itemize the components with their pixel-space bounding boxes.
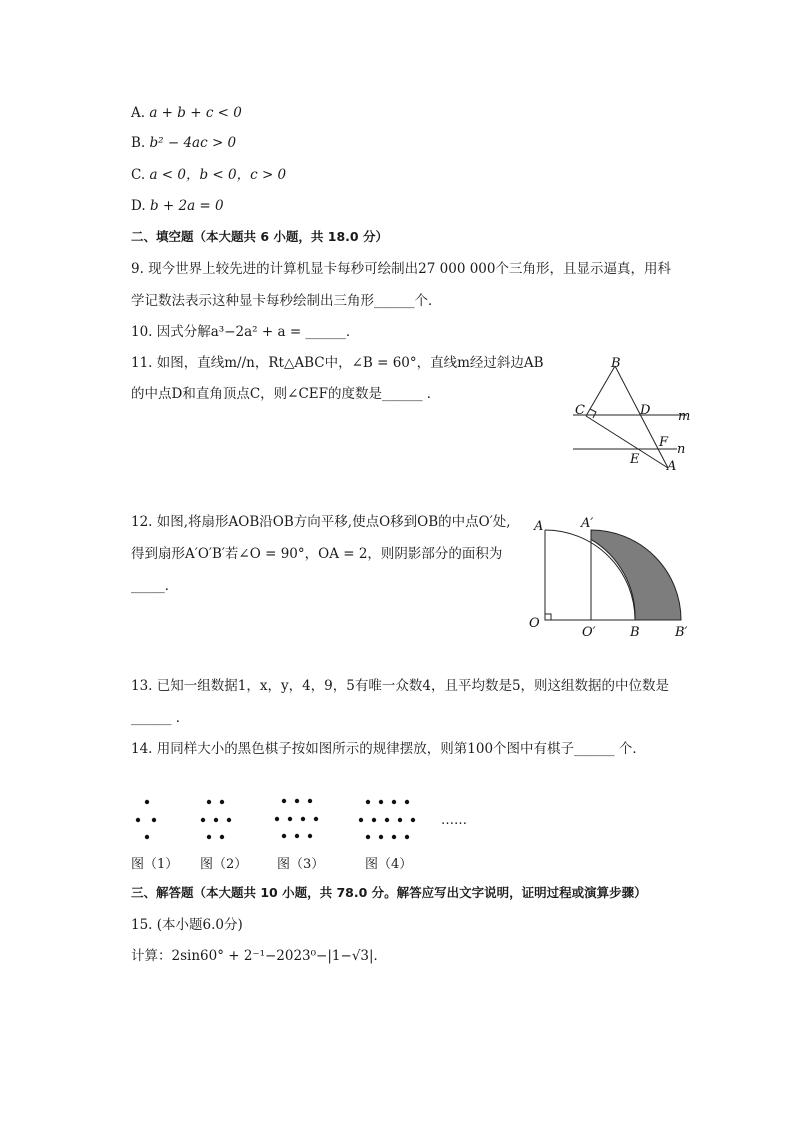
option-b-label: B. (131, 135, 146, 151)
stone (288, 817, 292, 821)
pattern-1 (136, 800, 156, 839)
stone (385, 818, 389, 822)
stone (201, 818, 205, 822)
stone (392, 835, 396, 839)
q11-line2: 的中点D和直角顶点C，则∠CEF的度数是______ ． (131, 386, 441, 402)
q12-line1: 12. 如图,将扇形AOB沿OB方向平移,使点O移到OB的中点O′处, (131, 514, 511, 530)
stone (405, 835, 409, 839)
stone (308, 799, 312, 803)
stone (145, 800, 149, 804)
stone (379, 835, 383, 839)
option-a (131, 104, 242, 122)
stone (398, 818, 402, 822)
shaded-region (591, 530, 681, 620)
stone (227, 818, 231, 822)
stone (220, 835, 224, 839)
q14-caption-3: 图（3） (277, 857, 325, 872)
stone (405, 800, 409, 804)
pattern-4 (359, 800, 415, 839)
label-a: A (667, 459, 677, 474)
stone (359, 818, 363, 822)
option-d-math: b + 2a = 0 (149, 198, 224, 214)
option-d-label: D. (131, 198, 146, 214)
label-b: B (611, 356, 621, 371)
q14-caption-2: 图（2） (200, 857, 248, 872)
right-angle-mark (590, 409, 596, 418)
right-angle-mark (545, 614, 551, 620)
section2-title: 二、填空题（本大题共 6 小题，共 18.0 分） (131, 229, 388, 244)
stone (282, 834, 286, 838)
q9-line1: 9. 现今世界上较先进的计算机显卡每秒可绘制出27 000 000个三角形，且显示逼真，用科 (131, 261, 671, 277)
label-e: E (630, 452, 640, 467)
option-b-math: b² − 4ac > 0 (149, 135, 237, 151)
stone (372, 818, 376, 822)
q10-text: 10. 因式分解a³−2a² + a = ______． (131, 324, 360, 340)
q14-ellipsis: …… (441, 813, 467, 828)
stone (392, 800, 396, 804)
option-a-math: a + b + c < 0 (149, 105, 242, 121)
label-a: A (534, 519, 544, 534)
label-n: n (677, 442, 686, 457)
option-c-label: C. (131, 167, 146, 183)
label-o-prime: O′ (582, 625, 596, 640)
stone (295, 799, 299, 803)
stone (411, 818, 415, 822)
q13-line1: 13. 已知一组数据1，x，y，4，9，5有唯一众数4，且平均数是5，则这组数据的中位数是 (131, 678, 670, 694)
q11-line1: 11. 如图，直线m//n，Rt△ABC中，∠B = 60°，直线m经过斜边AB (131, 355, 544, 371)
q14-caption-1: 图（1） (131, 857, 179, 872)
stone (207, 800, 211, 804)
q14-pattern-figure (125, 790, 455, 850)
stone (275, 817, 279, 821)
label-m: m (678, 409, 691, 424)
q11-figure (565, 352, 700, 480)
q14-caption-4: 图（4） (365, 857, 413, 872)
q12-line2: 得到扇形A′O′B′若∠O = 90°，OA = 2，则阴影部分的面积为 (131, 546, 503, 562)
label-a-prime: A′ (581, 516, 594, 531)
label-c: C (575, 403, 585, 418)
option-b (131, 134, 236, 152)
stone (366, 800, 370, 804)
option-a-label: A. (131, 105, 146, 121)
option-c-math: a < 0，b < 0，c > 0 (149, 167, 287, 183)
q13-line2: ______ ． (131, 710, 190, 726)
q12-figure (525, 508, 700, 643)
option-d (131, 197, 224, 215)
label-b: B (630, 625, 640, 640)
label-f: F (659, 435, 669, 450)
option-c (131, 166, 286, 184)
stone (220, 800, 224, 804)
stone (379, 800, 383, 804)
q15-header: 15. (本小题6.0分) (131, 917, 243, 933)
stone (214, 818, 218, 822)
section3-title: 三、解答题（本大题共 10 小题，共 78.0 分。解答应写出文字说明，证明过程或演算步骤） (131, 885, 647, 900)
q9-line2: 学记数法表示这种显卡每秒绘制出三角形______个． (131, 293, 442, 309)
segment-ca (586, 416, 668, 468)
pattern-3 (275, 799, 318, 838)
stone (366, 835, 370, 839)
label-o: O (529, 616, 540, 631)
q14-text: 14. 用同样大小的黑色棋子按如图所示的规律摆放，则第100个图中有棋子______ 个． (131, 741, 646, 757)
label-d: D (640, 403, 651, 418)
q15-text: 计算：2sin60° + 2⁻¹−2023⁰−|1−√3|． (131, 948, 388, 964)
stone (152, 818, 156, 822)
stone (145, 835, 149, 839)
segment-bc (586, 366, 615, 416)
pattern-2 (201, 800, 231, 839)
stone (136, 818, 140, 822)
label-b-prime: B′ (675, 625, 688, 640)
stone (295, 834, 299, 838)
stone (282, 799, 286, 803)
stone (207, 835, 211, 839)
stone (314, 817, 318, 821)
q12-line3: _____． (131, 578, 179, 594)
stone (301, 817, 305, 821)
stone (308, 834, 312, 838)
